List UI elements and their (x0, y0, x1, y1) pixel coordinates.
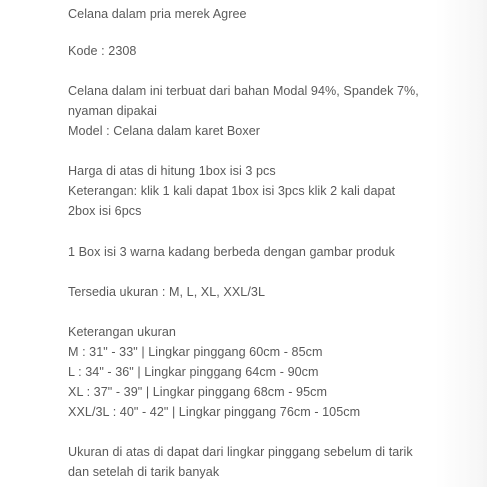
model-line: Model : Celana dalam karet Boxer (68, 124, 261, 138)
material-line-1: Celana dalam ini terbuat dari bahan Modal 94%, Spandek 7%, (68, 84, 419, 98)
size-row-xxl: XXL/3L : 40" - 42" | Lingkar pinggang 76cm - 105cm (68, 405, 361, 419)
available-sizes-line: Tersedia ukuran : M, L, XL, XXL/3L (68, 285, 266, 299)
size-row-xl: XL : 37" - 39" | Lingkar pinggang 68cm - 95cm (68, 385, 328, 399)
right-edge-shade (435, 0, 487, 487)
size-heading: Keterangan ukuran (68, 325, 176, 339)
product-code-line: Kode : 2308 (68, 44, 137, 58)
box-note-line: 1 Box isi 3 warna kadang berbeda dengan gambar produk (68, 245, 395, 259)
order-note-line-2: 2box isi 6pcs (68, 204, 142, 218)
product-title-line: Celana dalam pria merek Agree (68, 7, 247, 21)
order-note-line-1: Keterangan: klik 1 kali dapat 1box isi 3pcs klik 2 kali dapat (68, 184, 396, 198)
material-line-2: nyaman dipakai (68, 104, 157, 118)
size-row-l: L : 34" - 36" | Lingkar pinggang 64cm - 90cm (68, 365, 319, 379)
footer-note-line-2: dan setelah di tarik banyak (68, 465, 220, 479)
footer-note-line-1: Ukuran di atas di dapat dari lingkar pinggang sebelum di tarik (68, 445, 413, 459)
price-note-line: Harga di atas di hitung 1box isi 3 pcs (68, 164, 276, 178)
size-row-m: M : 31" - 33" | Lingkar pinggang 60cm - 85cm (68, 345, 323, 359)
